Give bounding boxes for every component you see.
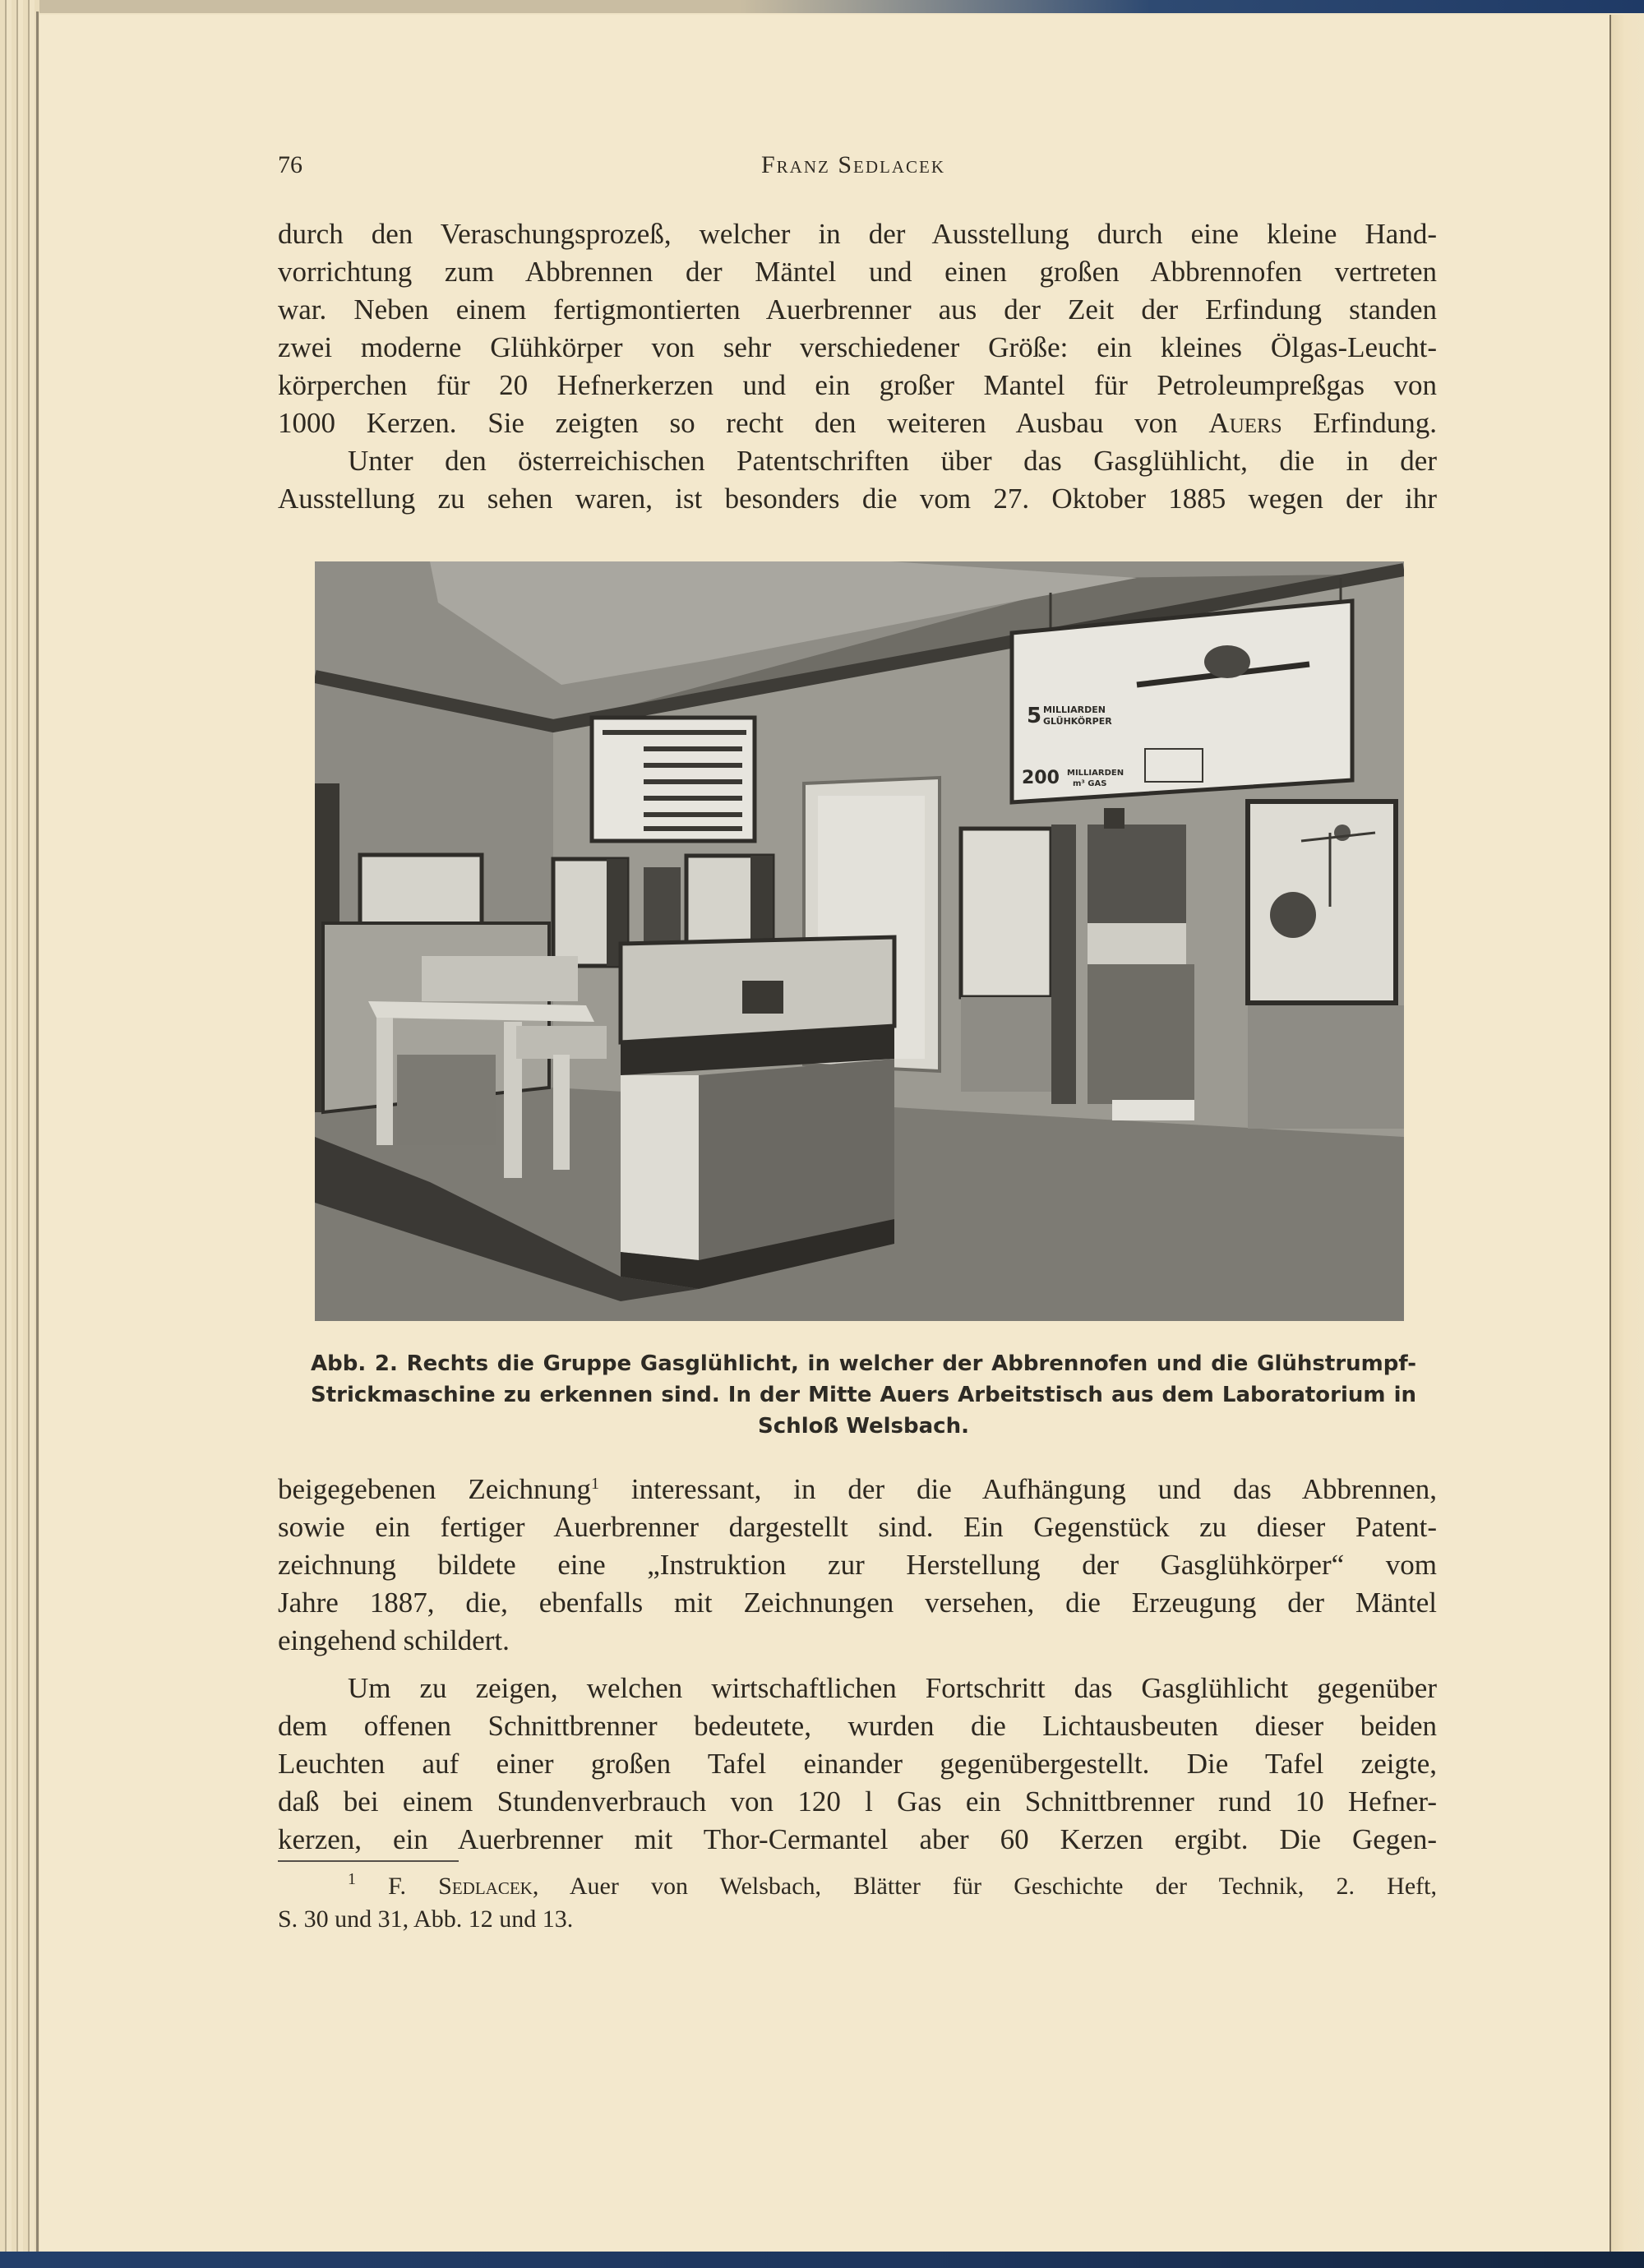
exhibition-photograph — [315, 561, 1404, 1321]
caption-line: Abb. 2. Rechts die Gruppe Gasglühlicht, in welcher der Abbrennofen und die Glühstrumpf- — [311, 1351, 1416, 1376]
hanging-chart-left — [592, 718, 755, 841]
text-line: Ausstellung zu sehen waren, ist besonders die vom 27. Oktober 1885 wegen der ihr — [278, 483, 1437, 515]
caption-line: Schloß Welsbach. — [758, 1414, 969, 1439]
book-cover-bottom-edge — [0, 2252, 1644, 2268]
footnote-line: S. 30 und 31, Abb. 12 und 13. — [278, 1905, 574, 1933]
paragraph-1 — [278, 215, 1437, 442]
page-stack-left — [0, 0, 39, 2268]
text-span: beigegebenen Zeichnung — [278, 1473, 591, 1505]
footnote — [278, 1870, 1437, 1936]
running-title: Franz Sedlacek — [760, 151, 946, 178]
footnote-reference[interactable]: 1 — [591, 1475, 599, 1493]
strickmaschine-case — [1248, 801, 1404, 1129]
page-number: 76 — [278, 151, 302, 178]
text-span: 1000 Kerzen. Sie zeigten so recht den weiteren Ausbau von — [278, 407, 1209, 439]
sign-text: MILLIARDEN — [1043, 704, 1106, 715]
text-line: sowie ein fertiger Auerbrenner dargestellt sind. Ein Gegenstück zu dieser Patent- — [278, 1511, 1437, 1543]
sign-text: m³ GAS — [1073, 779, 1107, 788]
text-line: Unter den österreichischen Patentschriften über das Gasglühlicht, die in der — [348, 445, 1437, 477]
text-line: war. Neben einem fertigmontierten Auerbrenner aus der Zeit der Erfindung standen — [278, 293, 1437, 326]
text-line: Leuchten auf einer großen Tafel einander gegenübergestellt. Die Tafel zeigte, — [278, 1748, 1437, 1780]
sign-text: MILLIARDEN — [1067, 769, 1124, 778]
paragraph-3 — [278, 1471, 1437, 1660]
text-line: dem offenen Schnittbrenner bedeutete, wurden die Lichtausbeuten dieser beiden — [278, 1710, 1437, 1742]
text-span: interessant, in der die Aufhängung und das Abbrennen, — [599, 1473, 1437, 1505]
author-name-smallcaps: Sedlacek — [438, 1873, 533, 1900]
author-name-smallcaps: Auers — [1208, 407, 1282, 439]
footnote-line — [278, 1870, 1437, 1903]
footnote-separator — [278, 1860, 459, 1862]
text-line: zwei moderne Glühkörper von sehr verschiedener Größe: ein kleines Ölgas-Leucht- — [278, 331, 1437, 363]
figure-caption — [311, 1348, 1416, 1442]
gutter-right — [1609, 15, 1644, 2252]
text-line — [278, 404, 1437, 442]
text-span: F. — [356, 1873, 439, 1900]
display-case-right-1 — [961, 825, 1076, 1104]
glass-vitrine-center — [621, 937, 894, 1289]
caption-line: Strickmaschine zu erkennen sind. In der Mitte Auers Arbeitstisch aus dem Laboratorium in — [311, 1383, 1416, 1407]
book-cover-top-edge — [0, 0, 1644, 13]
page-edge-left — [36, 12, 39, 2256]
photo-drawing — [315, 561, 1404, 1321]
text-line — [278, 1471, 1437, 1508]
text-line: zeichnung bildete eine „Instruktion zur Herstellung der Gasglühkörper“ vom — [278, 1549, 1437, 1581]
sign-text: GLÜHKÖRPER — [1043, 716, 1112, 727]
text-line: körperchen für 20 Hefnerkerzen und ein großer Mantel für Petroleumpreßgas von — [278, 369, 1437, 401]
sign-number-200: 200 — [1022, 768, 1060, 788]
text-line: vorrichtung zum Abbrennen der Mäntel und einen großen Abbrennofen vertreten — [278, 256, 1437, 288]
page-header — [278, 151, 1429, 184]
paragraph-2 — [278, 442, 1437, 518]
text-line: eingehend schildert. — [278, 1624, 510, 1656]
footnote-marker: 1 — [348, 1870, 356, 1888]
text-line: durch den Veraschungsprozeß, welcher in der Ausstellung durch eine kleine Hand- — [278, 218, 1437, 250]
text-line: daß bei einem Stundenverbrauch von 120 l Gas ein Schnittbrenner rund 10 Hefner- — [278, 1785, 1437, 1818]
text-span: Erfindung. — [1281, 407, 1437, 439]
text-span: , Auer von Welsbach, Blätter für Geschichte der Technik, 2. Heft, — [532, 1873, 1437, 1900]
text-line: Um zu zeigen, welchen wirtschaftlichen Fortschritt das Gasglühlicht gegenüber — [348, 1672, 1437, 1704]
sign-number-5: 5 — [1027, 704, 1042, 728]
abbrennofen-machine — [1088, 808, 1194, 1120]
text-line: kerzen, ein Auerbrenner mit Thor-Cermantel aber 60 Kerzen ergibt. Die Gegen- — [278, 1823, 1437, 1855]
paragraph-4 — [278, 1670, 1437, 1859]
text-line: Jahre 1887, die, ebenfalls mit Zeichnungen versehen, die Erzeugung der Mäntel — [278, 1587, 1437, 1619]
